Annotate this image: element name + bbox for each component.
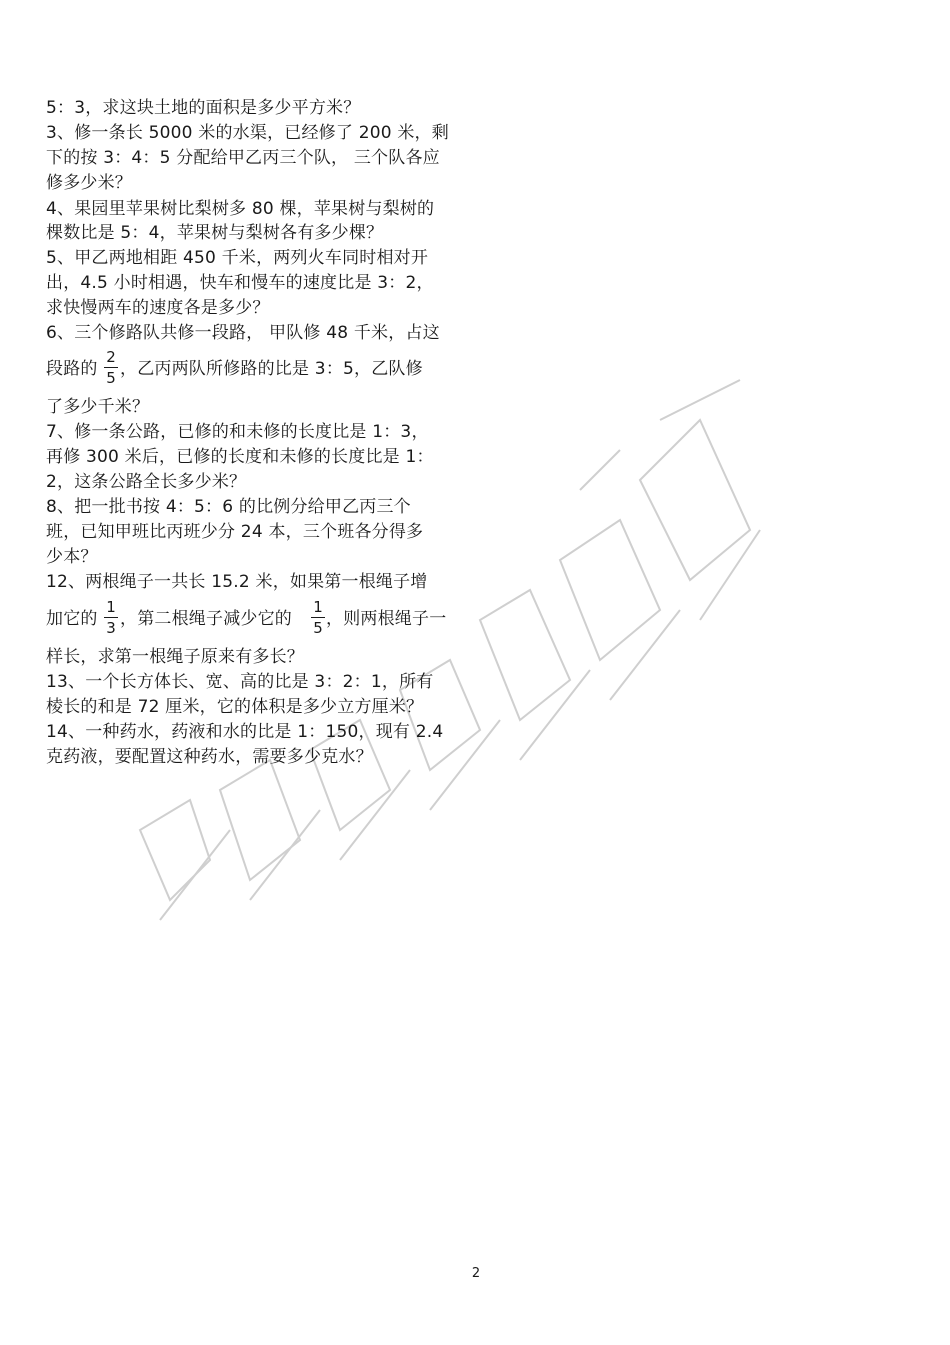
text-line: 了多少千米？ xyxy=(46,397,150,417)
fraction-bar xyxy=(311,617,325,618)
fraction-bar xyxy=(104,367,118,368)
text-line: 14、一种药水，药液和水的比是 1：150，现有 2.4 xyxy=(46,722,444,742)
text-line: 再修 300 米后，已修的长度和未修的长度比是 1： xyxy=(46,447,434,467)
text-line: 少本？ xyxy=(46,547,98,567)
fraction xyxy=(311,599,325,636)
text-line: 5、甲乙两地相距 450 千米，两列火车同时相对开 xyxy=(46,248,429,268)
text-line: ，乙丙两队所修路的比是 3：5，乙队修 xyxy=(120,359,423,379)
text-line: 6、三个修路队共修一段路， 甲队修 48 千米，占这 xyxy=(46,323,440,343)
text-line: 班，已知甲班比丙班少分 24 本，三个班各分得多 xyxy=(46,522,424,542)
text-line: 棵数比是 5：4，苹果树与梨树各有多少棵？ xyxy=(46,223,384,243)
text-line: 2，这条公路全长多少米？ xyxy=(46,472,247,492)
text-line: 5：3，求这块土地的面积是多少平方米？ xyxy=(46,98,361,118)
text-line: 13、一个长方体长、宽、高的比是 3：2：1，所有 xyxy=(46,672,434,692)
text-line: 8、把一批书按 4：5：6 的比例分给甲乙丙三个 xyxy=(46,497,411,517)
text-line: 克药液，要配置这种药水，需要多少克水？ xyxy=(46,747,373,767)
fraction xyxy=(104,599,118,636)
text-line: 4、果园里苹果树比梨树多 80 棵，苹果树与梨树的 xyxy=(46,199,435,219)
text-line: 棱长的和是 72 厘米，它的体积是多少立方厘米？ xyxy=(46,697,424,717)
fraction-denominator: 5 xyxy=(106,369,116,387)
text-line: ，则两根绳子一 xyxy=(326,609,447,629)
text-line: 加它的 xyxy=(46,609,98,629)
text-line: 3、修一条长 5000 米的水渠，已经修了 200 米，剩 xyxy=(46,123,449,143)
fraction-denominator: 5 xyxy=(313,619,323,637)
text-line: 出，4.5 小时相遇，快车和慢车的速度比是 3：2， xyxy=(46,273,434,293)
text-line: ，第二根绳子减少它的 xyxy=(120,609,292,629)
text-line: 段路的 xyxy=(46,359,98,379)
text-line: 修多少米？ xyxy=(46,173,132,193)
text-line: 下的按 3：4：5 分配给甲乙丙三个队， 三个队各应 xyxy=(46,148,440,168)
text-line: 7、修一条公路，已修的和未修的长度比是 1：3， xyxy=(46,422,429,442)
text-line: 12、两根绳子一共长 15.2 米，如果第一根绳子增 xyxy=(46,572,428,592)
page-number: 2 xyxy=(471,1266,481,1281)
fraction xyxy=(104,349,118,386)
text-line: 求快慢两车的速度各是多少？ xyxy=(46,298,270,318)
fraction-numerator: 1 xyxy=(106,598,116,616)
fraction-numerator: 1 xyxy=(313,598,323,616)
fraction-numerator: 2 xyxy=(106,348,116,366)
text-line: 样长，求第一根绳子原来有多长？ xyxy=(46,647,304,667)
fraction-denominator: 3 xyxy=(106,619,116,637)
fraction-bar xyxy=(104,617,118,618)
